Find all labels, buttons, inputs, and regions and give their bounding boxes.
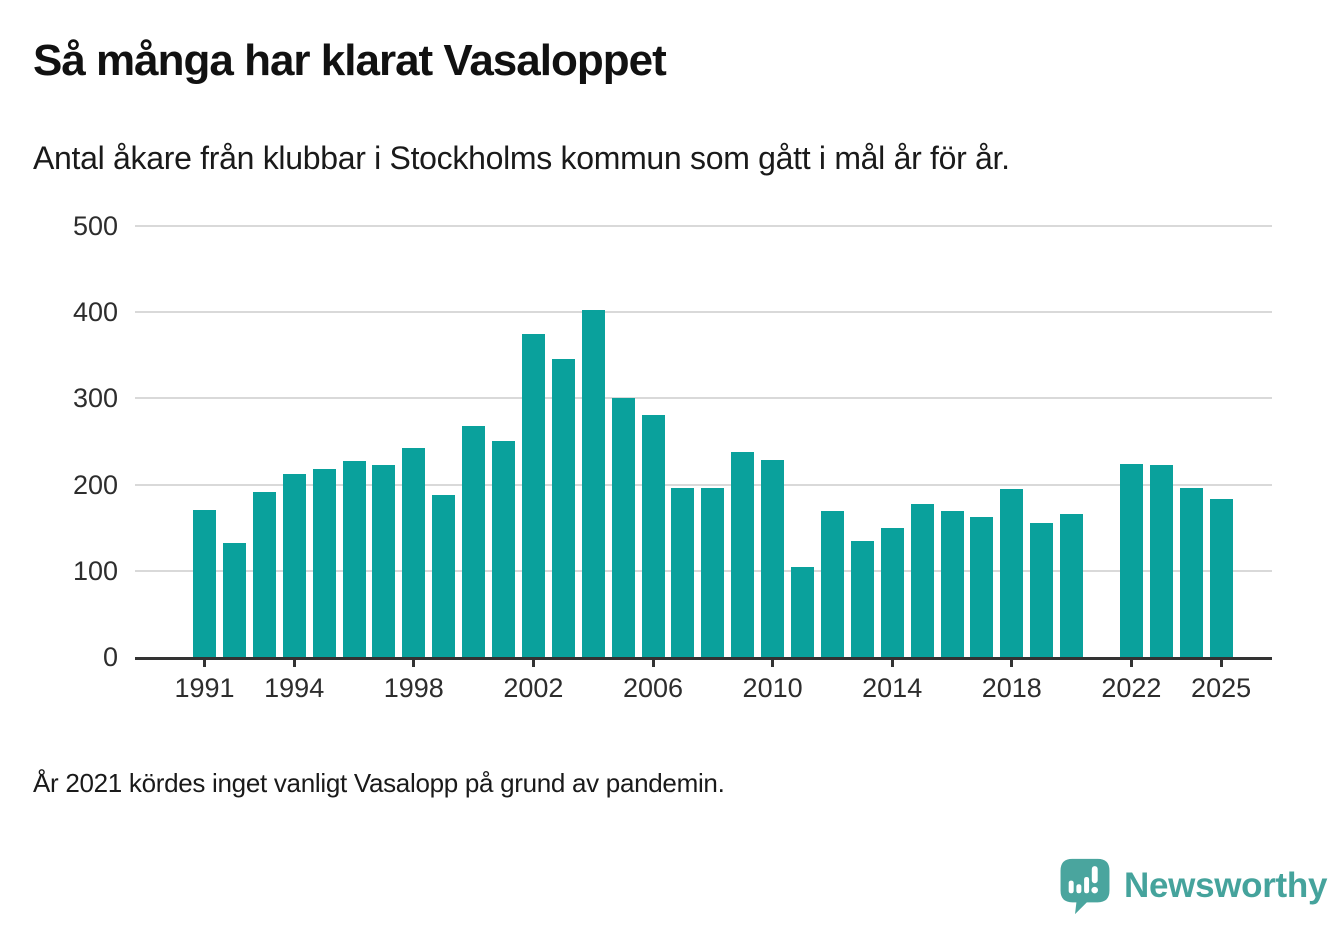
x-axis-tick-2022 bbox=[1130, 657, 1133, 667]
bar-2000 bbox=[462, 426, 485, 657]
bar-2020 bbox=[1060, 514, 1083, 657]
y-axis-label-300: 300 bbox=[72, 383, 118, 414]
newsworthy-logo-icon bbox=[1056, 856, 1114, 916]
x-axis-label-2002: 2002 bbox=[503, 673, 564, 703]
y-axis-label-0: 0 bbox=[102, 642, 118, 672]
x-axis-label-2018: 2018 bbox=[981, 673, 1042, 703]
bar-2015 bbox=[911, 504, 934, 657]
gridline-y-400 bbox=[135, 311, 1272, 313]
y-axis-label-400: 400 bbox=[72, 297, 118, 328]
bar-1992 bbox=[223, 543, 246, 657]
bar-1998 bbox=[402, 448, 425, 657]
bar-2008 bbox=[701, 488, 724, 657]
bar-1995 bbox=[313, 469, 336, 657]
chart-subtitle: Antal åkare från klubbar i Stockholms kommun som gått i mål år för år. bbox=[33, 140, 1010, 176]
x-axis-tick-2025 bbox=[1220, 657, 1223, 667]
gridline-y-500 bbox=[135, 225, 1272, 227]
chart-title: Så många har klarat Vasaloppet bbox=[33, 36, 666, 85]
bar-2018 bbox=[1000, 489, 1023, 657]
newsworthy-wordmark: Newsworthy bbox=[1124, 866, 1328, 905]
x-axis-tick-2006 bbox=[652, 657, 655, 667]
bar-2006 bbox=[642, 415, 665, 657]
x-axis-label-1998: 1998 bbox=[383, 673, 444, 703]
x-axis-tick-1998 bbox=[412, 657, 415, 667]
newsworthy-branding bbox=[1056, 856, 1327, 916]
bar-2023 bbox=[1150, 465, 1173, 657]
x-axis-label-2006: 2006 bbox=[622, 673, 684, 703]
bar-2007 bbox=[671, 488, 694, 657]
y-axis-label-500: 500 bbox=[72, 211, 118, 241]
x-axis-label-1994: 1994 bbox=[264, 673, 325, 703]
x-axis-tick-2010 bbox=[771, 657, 774, 667]
chart-footnote: År 2021 kördes inget vanligt Vasalopp på grund av pandemin. bbox=[33, 768, 725, 798]
bar-2019 bbox=[1030, 523, 1053, 657]
bar-chart-plot bbox=[72, 211, 1272, 703]
x-axis-tick-2014 bbox=[891, 657, 894, 667]
bar-1991 bbox=[193, 510, 216, 657]
y-axis-label-200: 200 bbox=[72, 469, 118, 500]
bar-2010 bbox=[761, 460, 784, 657]
bar-2017 bbox=[970, 517, 993, 657]
x-axis-label-1991: 1991 bbox=[174, 673, 235, 703]
bar-2012 bbox=[821, 511, 844, 657]
y-axis-label-100: 100 bbox=[72, 555, 118, 586]
bar-2025 bbox=[1210, 499, 1233, 657]
bar-2005 bbox=[612, 398, 635, 657]
bar-1994 bbox=[283, 474, 306, 657]
bar-2024 bbox=[1180, 488, 1203, 657]
bar-2009 bbox=[731, 452, 754, 657]
bar-2002 bbox=[522, 334, 545, 657]
bar-1996 bbox=[343, 461, 366, 657]
x-axis-tick-1991 bbox=[203, 657, 206, 667]
bar-2003 bbox=[552, 359, 575, 657]
x-axis-label-2014: 2014 bbox=[862, 673, 923, 703]
x-axis-tick-2018 bbox=[1010, 657, 1013, 667]
bar-2011 bbox=[791, 567, 814, 657]
gridline-y-300 bbox=[135, 397, 1272, 399]
bar-2004 bbox=[582, 310, 605, 657]
x-axis-label-2025: 2025 bbox=[1191, 673, 1252, 703]
bar-1993 bbox=[253, 492, 276, 657]
x-axis-label-2010: 2010 bbox=[742, 673, 803, 703]
bar-2001 bbox=[492, 441, 515, 657]
x-axis-tick-2002 bbox=[532, 657, 535, 667]
bar-2013 bbox=[851, 541, 874, 657]
x-axis-tick-1994 bbox=[293, 657, 296, 667]
bar-2022 bbox=[1120, 464, 1143, 657]
bar-1999 bbox=[432, 495, 455, 657]
x-axis-line bbox=[135, 657, 1272, 660]
bar-2014 bbox=[881, 528, 904, 657]
bar-1997 bbox=[372, 465, 395, 657]
x-axis-label-2022: 2022 bbox=[1101, 673, 1162, 703]
bar-2016 bbox=[941, 511, 964, 657]
